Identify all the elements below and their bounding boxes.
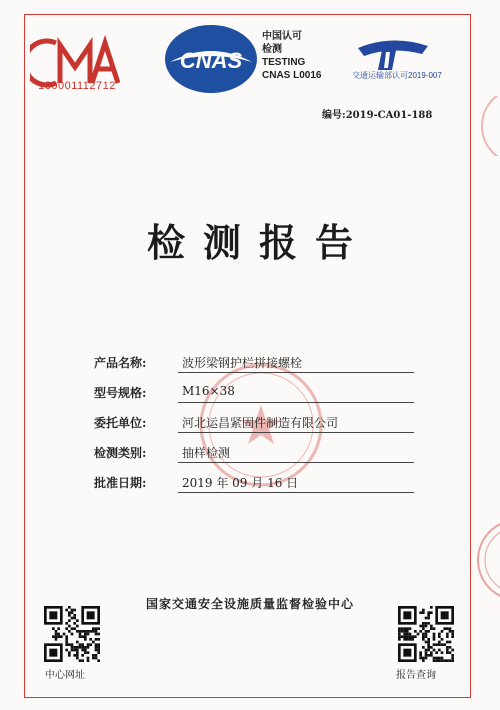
underline [178,372,414,373]
info-row [94,384,414,414]
info-row [94,474,414,504]
test-type-label: 检测类别: [94,446,147,460]
product-name-label: 产品名称: [94,356,147,370]
report-query-qr-code[interactable] [398,606,454,662]
approval-date-value: 2019 年 09 月 16 日 [182,476,299,490]
underline [178,492,414,493]
model-spec-value: M16×38 [182,384,235,398]
cnas-accreditation-text [262,30,321,82]
underline [178,462,414,463]
report-title: 检测报告 [146,220,371,265]
client-label: 委托单位: [94,416,147,430]
edge-seal-bottom [472,520,500,600]
report-number: 编号:2019-CA01-188 [322,110,433,121]
traffic-cert-text: 交通运输部认可2019-007 [352,71,442,80]
product-name-value: 波形梁钢护栏拼接螺栓 [182,356,303,370]
cnas-line: TESTING [262,57,306,68]
cnas-logo [162,22,260,96]
info-row [94,414,414,444]
report-info-table [94,354,414,504]
edge-seal-top [480,96,500,156]
client-value: 河北运昌紧固件制造有限公司 [182,416,339,430]
approval-date-label: 批准日期: [94,476,147,490]
issuing-center-name: 国家交通安全设施质量监督检验中心 [145,597,354,611]
website-qr-label: 中心网址 [45,670,85,681]
cnas-line: 中国认可 [262,31,302,42]
cma-number: 180001112712 [38,80,116,92]
cnas-line: 检测 [262,44,282,55]
underline [178,432,414,433]
website-qr-code[interactable] [44,606,100,662]
info-row [94,354,414,384]
underline [178,402,414,403]
cnas-line: CNAS L0016 [262,70,322,81]
cnas-logo-text: CNAS [179,48,243,73]
test-type-value: 抽样检测 [182,446,231,460]
info-row [94,444,414,474]
report-query-qr-label: 报告查询 [396,670,436,681]
model-spec-label: 型号规格: [94,386,147,400]
